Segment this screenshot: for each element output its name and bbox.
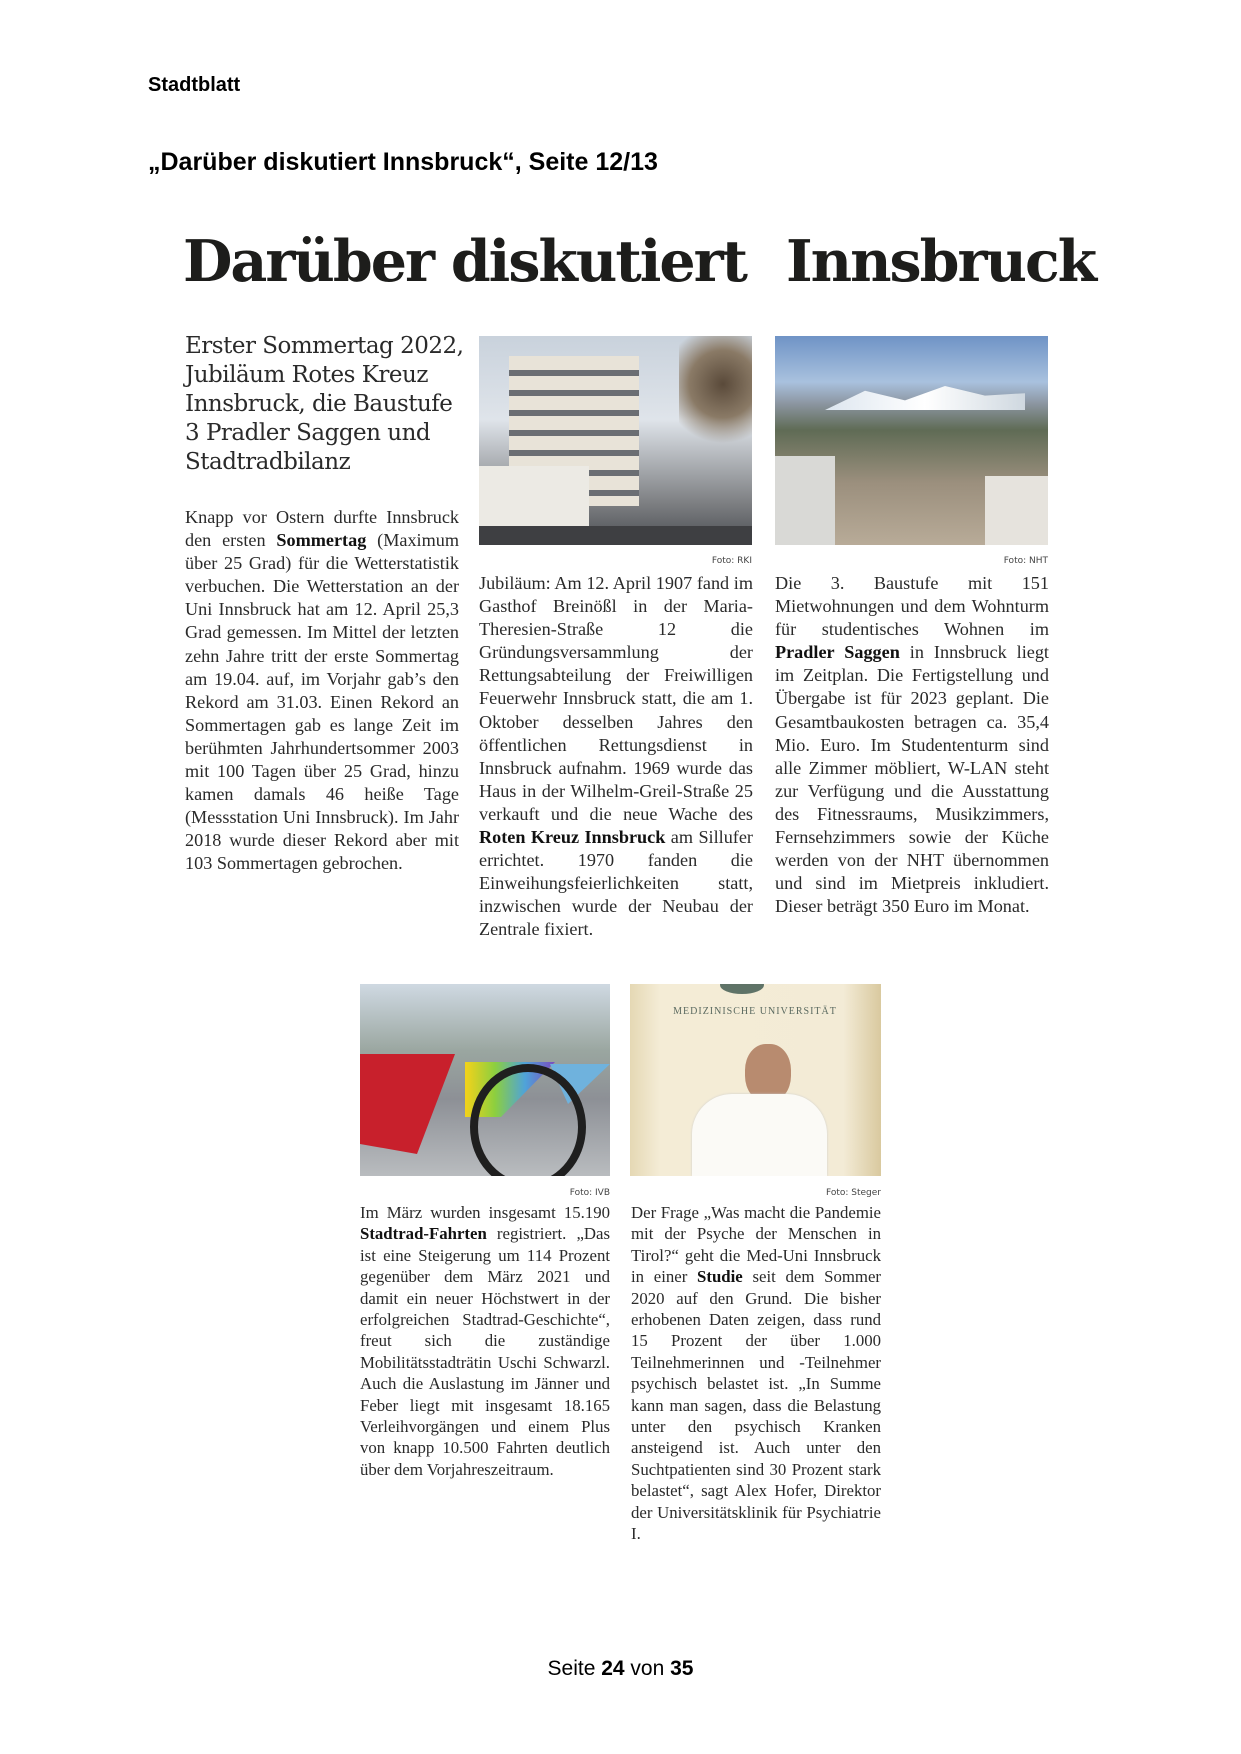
text: Der Frage „Was macht die Pandemie mit der Psyche der Menschen in Tirol?“ geht die Med-Uni Innsbruck in einer — [631, 1203, 881, 1287]
bold-keyword: Sommertag — [276, 530, 367, 551]
article-text-sommertag — [185, 506, 459, 876]
article-headline: Erster Sommertag 2022, Jubiläum Rotes Kreuz Innsbruck, die Baustufe 3 Pradler Saggen und Stadtradbilanz — [185, 333, 464, 475]
photo-credit: Foto: IVB — [569, 1188, 610, 1198]
footer-text: Seite — [547, 1657, 602, 1680]
text: Jubiläum: Am 12. April 1907 fand im Gasthof Breinößl in der Maria-Theresien-Straße 12 die Gründungsversammlung der Rettungsabteilung der Freiwilligen Feuerwehr Innsbruck statt, die am 1. Oktober desselben Jahres den öffentlichen Rettungsdienst in Innsbruck aufnahm. 1969 wurde das Haus in der Wilhelm-Greil-Straße 25 verkauft und die neue Wache des — [479, 573, 753, 824]
total-pages: 35 — [670, 1657, 694, 1680]
source-label: Stadtblatt — [148, 74, 241, 96]
text: (Maximum über 25 Grad) für die Wetterstatistik verbuchen. Die Wetterstation an der Uni Innsbruck hat am 12. April 25,3 Grad gemessen. Im Mittel der letzten zehn Jahre tritt der erste Sommertag am 19.04. auf, im Vorjahr gab’s den Rekord am 31.03. Einen Rekord an Sommertagen gab es lange Zeit im berühmten Jahrhundertsommer 2003 mit 100 Tagen über 25 Grad, hinzu kamen damals 46 heiße Tage (Messstation Uni Innsbruck). Im Jahr 2018 wurde dieser Rekord aber mit 103 Sommertagen gebrochen. — [185, 530, 460, 874]
article-reference: „Darüber diskutiert Innsbruck“, Seite 12/13 — [148, 148, 658, 176]
article-text-rotes-kreuz — [479, 572, 753, 942]
photo-banner-text: MEDIZINISCHE UNIVERSITÄT — [673, 1006, 837, 1017]
photo-credit: Foto: NHT — [1003, 556, 1048, 566]
bold-keyword: Pradler Saggen — [775, 642, 900, 663]
text: registriert. „Das ist eine Steigerung um 114 Prozent gegenüber dem März 2021 und damit ein neuer Höchstwert in der erfolgreichen Stadtrad-Geschichte“, freut sich die zuständige Mobilitätsstadträtin Uschi Schwarzl. Auch die Auslastung im Jänner und Feber liegt mit insgesamt 18.165 Verleihvorgängen und einem Plus von knapp 10.500 Fahrten deutlich über dem Vorjahreszeitraum. — [360, 1224, 610, 1479]
bold-keyword: Studie — [697, 1267, 743, 1287]
article-text-med-uni — [631, 1202, 881, 1545]
article-text-pradler-saggen — [775, 572, 1049, 918]
text: in Innsbruck liegt im Zeitplan. Die Fertigstellung und Übergabe ist für 2023 geplant. Die Gesamtbaukosten betragen ca. 35,4 Mio. Euro. Im Studententurm sind alle Zimmer möbliert, W-LAN steht zur Verfügung und die Ausstattung des Fitnessraums, Musikzimmers, Fernsehzimmers sowie der Küche werden von der NHT übernommen und sind im Mietpreis inkludiert. Dieser beträgt 350 Euro im Monat. — [775, 642, 1049, 917]
page-footer — [0, 1657, 1241, 1681]
bold-keyword: Roten Kreuz Innsbruck — [479, 827, 666, 848]
text: seit dem Sommer 2020 auf den Grund. Die bisher erhobenen Daten zeigen, dass rund 15 Prozent der über 1.000 Teilnehmerinnen und -Teilnehmer psychisch belastet ist. „In Summe kann man sagen, dass die Belastung unter den psychisch Kranken ansteigend ist. Auch unter den Suchtpatienten sind 30 Prozent stark belastet“, sagt Alex Hofer, Direktor der Universitätsklinik für Psychiatrie I. — [631, 1267, 881, 1544]
photo-credit: Foto: RKI — [711, 556, 752, 566]
photo-construction-site — [775, 336, 1048, 545]
masthead-part-1: Darüber diskutiert — [183, 228, 746, 295]
photo-credit: Foto: Steger — [825, 1188, 881, 1198]
article-text-stadtrad — [360, 1202, 610, 1480]
footer-text: von — [624, 1657, 671, 1680]
text: Die 3. Baustufe mit 151 Mietwohnungen und dem Wohnturm für studentisches Wohnen im — [775, 573, 1049, 640]
text: Knapp vor Ostern durfte Innsbruck den ersten — [185, 507, 459, 551]
text: am Sillufer errichtet. 1970 fanden die Einweihungsfeierlichkeiten statt, inzwischen wurde der Neubau der Zentrale fixiert. — [479, 827, 753, 940]
masthead — [183, 228, 1095, 295]
photo-med-uni-press — [630, 984, 881, 1176]
current-page: 24 — [601, 1657, 625, 1680]
bold-keyword: Stadtrad-Fahrten — [360, 1224, 487, 1244]
photo-red-cross-building — [479, 336, 752, 545]
photo-city-bikes — [360, 984, 610, 1176]
text: Im März wurden insgesamt 15.190 — [360, 1203, 610, 1222]
masthead-part-2: Innsbruck — [785, 228, 1096, 295]
